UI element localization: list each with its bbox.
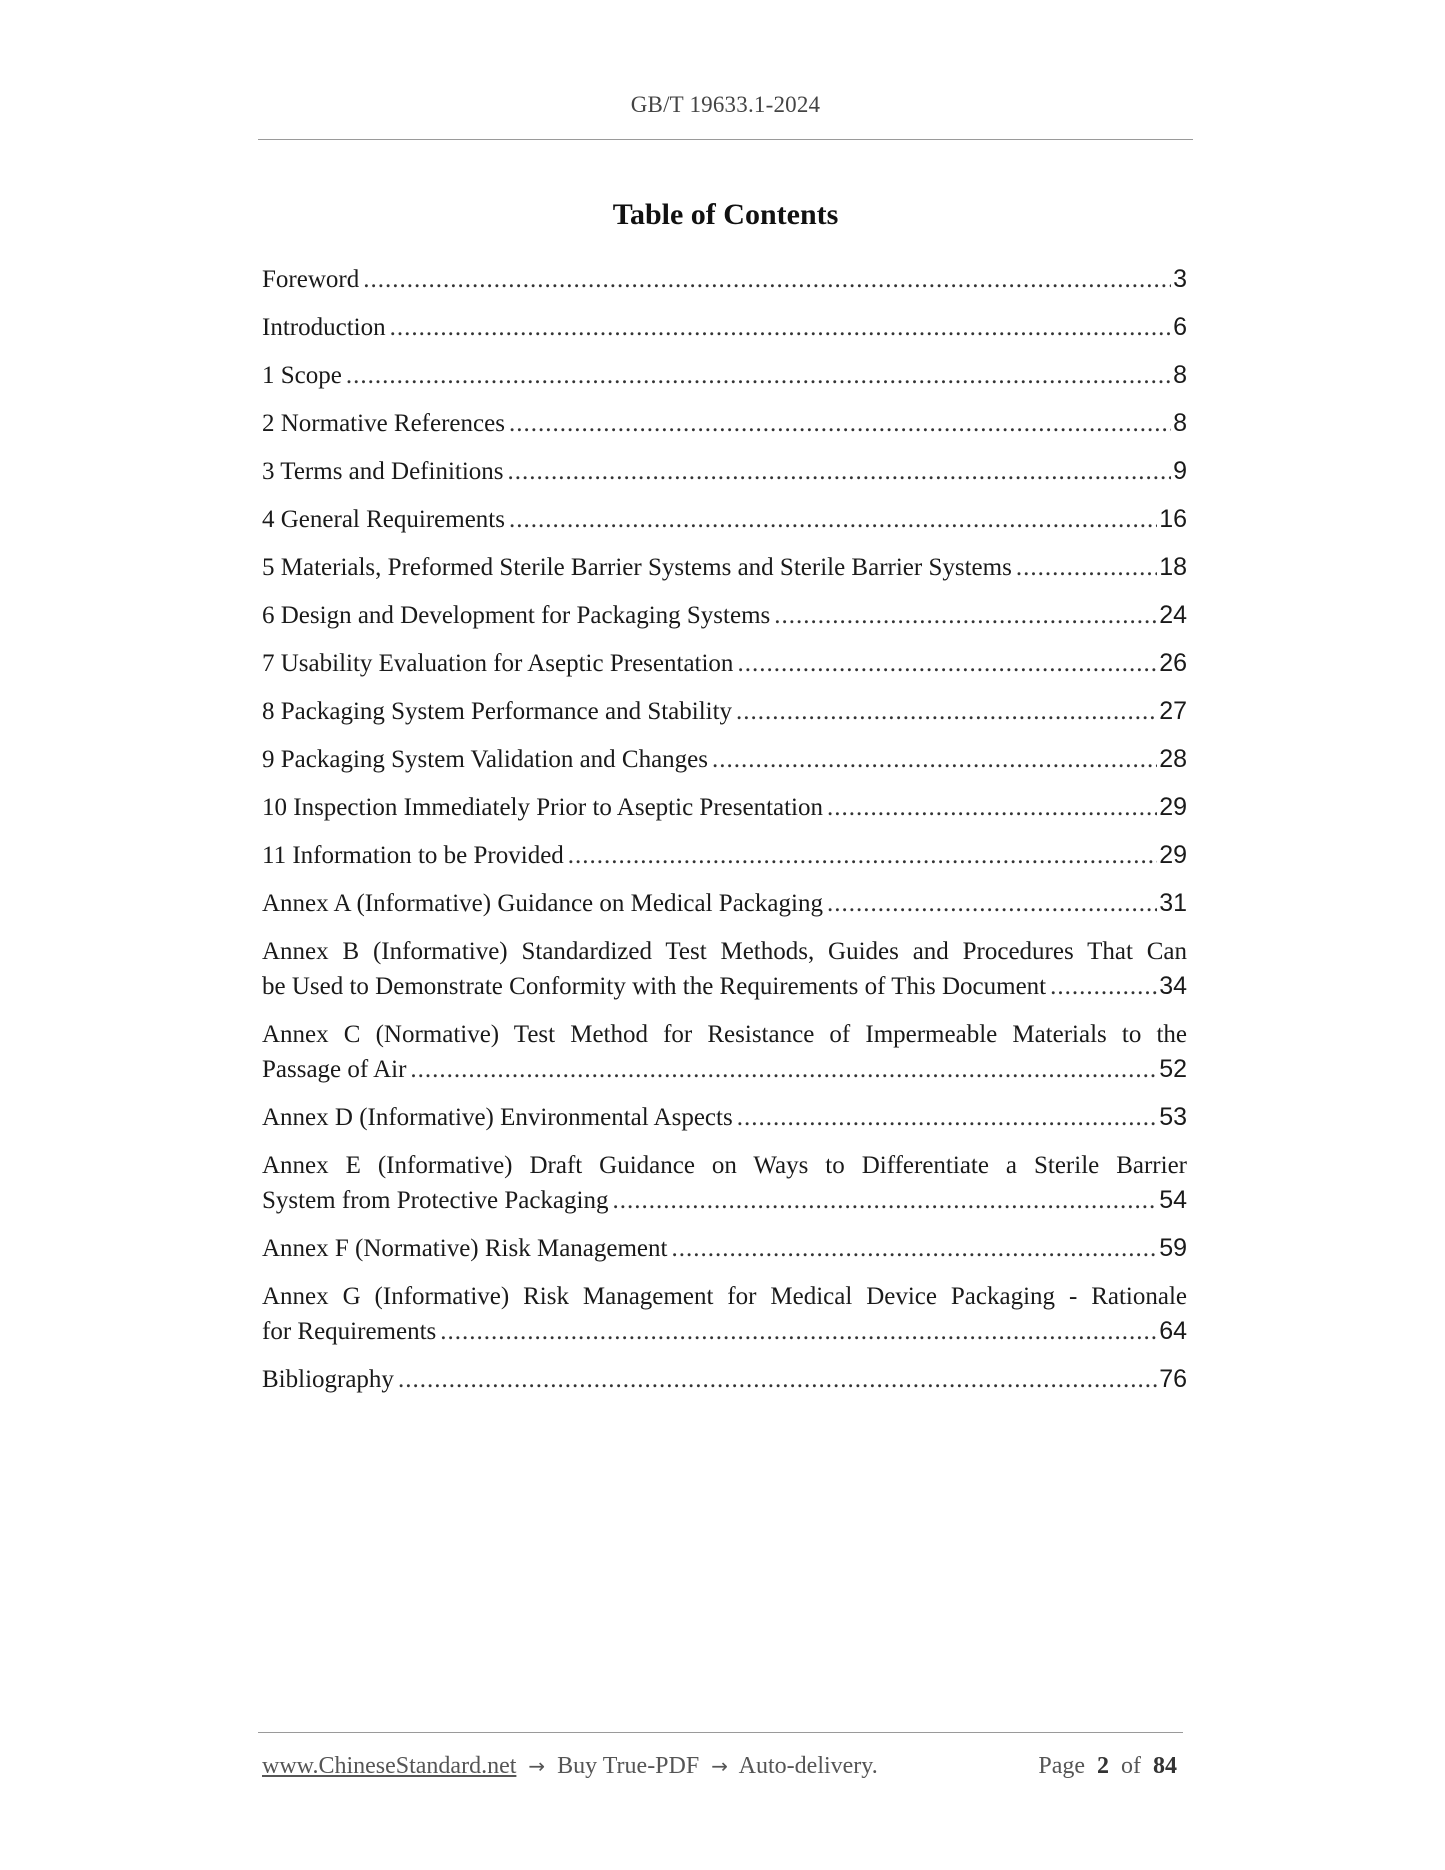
- toc-entry-title-line1: Annex C (Normative) Test Method for Resistance of Impermeable Materials to the: [262, 1021, 1187, 1048]
- dot-leader: [712, 742, 1157, 777]
- toc-entry[interactable]: [262, 310, 1187, 345]
- dot-leader: [346, 358, 1171, 393]
- toc-entry[interactable]: [262, 454, 1187, 489]
- toc-entry-title: 8 Packaging System Performance and Stability: [262, 698, 733, 725]
- toc-title: Table of Contents: [612, 198, 839, 231]
- toc-entry-page: 24: [1159, 601, 1187, 629]
- page-label: Page: [1038, 1753, 1085, 1779]
- toc-entry[interactable]: [262, 406, 1187, 441]
- toc-entry-title: 6 Design and Development for Packaging Systems: [262, 602, 771, 629]
- document-header: GB/T 19633.1-2024: [630, 92, 821, 117]
- toc-entry[interactable]: [262, 790, 1187, 825]
- toc-entry-title: Foreword: [262, 266, 360, 293]
- footer-divider: [258, 1732, 1183, 1733]
- toc-entry-title-line2: Passage of Air: [262, 1056, 407, 1083]
- toc-entry[interactable]: [262, 358, 1187, 393]
- toc-entry[interactable]: [262, 1231, 1187, 1266]
- dot-leader: [1050, 969, 1157, 1004]
- toc-entry-title-line2: for Requirements: [262, 1318, 437, 1345]
- website-link[interactable]: www.ChineseStandard.net: [262, 1753, 517, 1779]
- dot-leader: [390, 310, 1172, 345]
- toc-entry-title: 5 Materials, Preformed Sterile Barrier Systems and Sterile Barrier Systems: [262, 554, 1012, 581]
- toc-entry-page: 27: [1159, 697, 1187, 725]
- toc-entry-page: 59: [1159, 1234, 1187, 1262]
- toc-entry-page: 29: [1159, 793, 1187, 821]
- toc-entry[interactable]: [262, 694, 1187, 729]
- toc-entry-title-line1: Annex B (Informative) Standardized Test Methods, Guides and Procedures That Can: [262, 938, 1187, 965]
- toc-entry[interactable]: [262, 838, 1187, 873]
- toc-entry[interactable]: [262, 1100, 1187, 1135]
- toc-entry-title: 2 Normative References: [262, 410, 505, 437]
- footer-promo: [262, 1753, 878, 1780]
- toc-entry-page: 29: [1159, 841, 1187, 869]
- page-current: 2: [1097, 1753, 1109, 1779]
- toc-entry-title: Annex D (Informative) Environmental Aspects: [262, 1104, 733, 1131]
- toc-entry-page: 53: [1159, 1103, 1187, 1131]
- dot-leader: [509, 502, 1157, 537]
- dot-leader: [827, 790, 1157, 825]
- page-of-label: of: [1121, 1753, 1141, 1779]
- buy-pdf-text: Buy True-PDF: [557, 1753, 700, 1779]
- dot-leader: [440, 1314, 1157, 1349]
- page-number: [1038, 1753, 1177, 1780]
- toc-entry-page: 34: [1159, 972, 1187, 1000]
- toc-entry-title: 11 Information to be Provided: [262, 842, 564, 869]
- toc-entry[interactable]: [262, 1362, 1187, 1397]
- toc-entry-title: Annex F (Normative) Risk Management: [262, 1235, 668, 1262]
- toc-entry[interactable]: [262, 1017, 1187, 1087]
- toc-entry-title: Bibliography: [262, 1366, 394, 1393]
- toc-entry[interactable]: [262, 502, 1187, 537]
- toc-entry-page: 76: [1159, 1365, 1187, 1393]
- toc-entry-page: 31: [1159, 889, 1187, 917]
- toc-entry-title: Introduction: [262, 314, 386, 341]
- toc-entry[interactable]: [262, 598, 1187, 633]
- toc-entry[interactable]: [262, 1148, 1187, 1218]
- toc-entry-page: 8: [1173, 409, 1187, 437]
- toc-entry-title: 3 Terms and Definitions: [262, 458, 504, 485]
- toc-entry[interactable]: [262, 1279, 1187, 1349]
- dot-leader: [737, 646, 1157, 681]
- toc-entry-page: 18: [1159, 553, 1187, 581]
- toc-entry-title: 10 Inspection Immediately Prior to Aseptic Presentation: [262, 794, 823, 821]
- dot-leader: [774, 598, 1157, 633]
- toc-entry-title: 1 Scope: [262, 362, 342, 389]
- header-divider: [258, 139, 1193, 140]
- toc-entry-title: Annex A (Informative) Guidance on Medical Packaging: [262, 890, 823, 917]
- dot-leader: [508, 454, 1172, 489]
- toc-entry-title-line2: be Used to Demonstrate Conformity with the Requirements of This Document: [262, 973, 1047, 1000]
- dot-leader: [398, 1362, 1157, 1397]
- toc-entry-title-line2: System from Protective Packaging: [262, 1187, 609, 1214]
- toc-entry-title: 7 Usability Evaluation for Aseptic Presentation: [262, 650, 734, 677]
- toc-entry-page: 6: [1173, 313, 1187, 341]
- arrow-right-icon: →: [528, 1754, 546, 1778]
- auto-delivery-text: Auto-delivery.: [738, 1753, 878, 1779]
- dot-leader: [509, 406, 1171, 441]
- toc-entry-title-line1: Annex G (Informative) Risk Management for Medical Device Packaging - Rationale: [262, 1283, 1187, 1310]
- toc-entry[interactable]: [262, 886, 1187, 921]
- toc-entry[interactable]: [262, 550, 1187, 585]
- toc-entry-page: 54: [1159, 1186, 1187, 1214]
- toc-entry-page: 16: [1159, 505, 1187, 533]
- arrow-right-icon: →: [711, 1754, 728, 1778]
- toc-entry-page: 52: [1159, 1055, 1187, 1083]
- dot-leader: [736, 694, 1157, 729]
- dot-leader: [410, 1052, 1157, 1087]
- toc-entry-page: 28: [1159, 745, 1187, 773]
- toc-entry-page: 26: [1159, 649, 1187, 677]
- dot-leader: [827, 886, 1157, 921]
- toc-entry-title: 9 Packaging System Validation and Changes: [262, 746, 709, 773]
- dot-leader: [1016, 550, 1157, 585]
- toc-entry-title-line1: Annex E (Informative) Draft Guidance on Ways to Differentiate a Sterile Barrier: [262, 1152, 1187, 1179]
- toc-entry-page: 3: [1173, 265, 1187, 293]
- toc-entry-title: 4 General Requirements: [262, 506, 505, 533]
- toc-entry-page: 9: [1173, 457, 1187, 485]
- toc-entry-page: 64: [1159, 1317, 1187, 1345]
- dot-leader: [568, 838, 1157, 873]
- toc-entry[interactable]: [262, 742, 1187, 777]
- page-footer: [262, 1753, 1177, 1780]
- toc-entry[interactable]: [262, 646, 1187, 681]
- toc-entry[interactable]: [262, 262, 1187, 297]
- table-of-contents: [262, 262, 1187, 1410]
- toc-entry[interactable]: [262, 934, 1187, 1004]
- dot-leader: [737, 1100, 1157, 1135]
- page-total: 84: [1153, 1753, 1177, 1779]
- dot-leader: [612, 1183, 1157, 1218]
- dot-leader: [363, 262, 1171, 297]
- toc-entry-page: 8: [1173, 361, 1187, 389]
- dot-leader: [671, 1231, 1157, 1266]
